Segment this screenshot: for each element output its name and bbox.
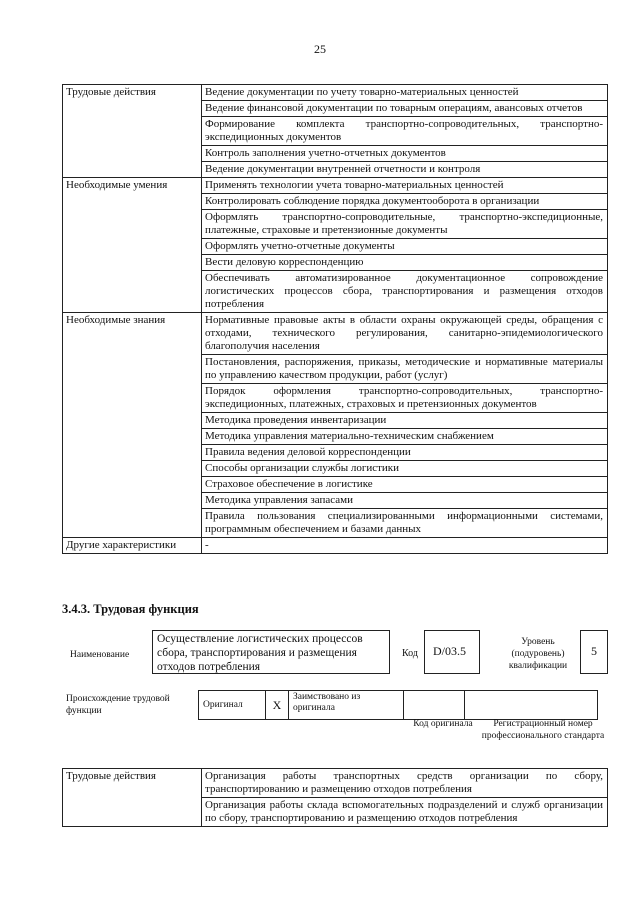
item-cell: Ведение документации внутренней отчетности и контроля [202, 162, 608, 178]
borrowed-label: Заимствовано из оригинала [289, 691, 404, 720]
item-cell: Способы организации службы логистики [202, 461, 608, 477]
origin-table [198, 690, 598, 720]
category-cell: Трудовые действия [63, 769, 202, 827]
category-cell: Необходимые знания [63, 313, 202, 538]
item-cell: Страховое обеспечение в логистике [202, 477, 608, 493]
category-cell: Другие характеристики [63, 538, 202, 554]
category-cell: Трудовые действия [63, 85, 202, 178]
item-cell: Ведение финансовой документации по товарным операциям, авансовых отчетов [202, 101, 608, 117]
labor-actions-table [62, 768, 608, 827]
item-cell: Вести деловую корреспонденцию [202, 255, 608, 271]
table-row [63, 85, 608, 101]
original-label: Оригинал [199, 691, 266, 720]
section-heading: 3.4.3. Трудовая функция [62, 602, 199, 616]
table-row [63, 769, 608, 798]
function-name-value: Осуществление логистических процессов сбора, транспортирования и размещения отходов потребления [152, 630, 390, 674]
item-cell: Правила ведения деловой корреспонденции [202, 445, 608, 461]
table-row [63, 178, 608, 194]
original-mark: X [266, 691, 289, 720]
page-number: 25 [314, 42, 326, 56]
qualification-level-label: Уровень (подуровень) квалификации [508, 637, 568, 671]
item-cell: Методика управления материально-техническим снабжением [202, 429, 608, 445]
item-cell: Правила пользования специализированными информационными системами, программным обеспечением и базами данных [202, 509, 608, 538]
item-cell: Оформлять транспортно-сопроводительные, транспортно-экспедиционные, платежные, страховые и претензионные документы [202, 210, 608, 239]
item-cell: Постановления, распоряжения, приказы, методические и нормативные материалы по управлению качеством продукции, работ (услуг) [202, 355, 608, 384]
labor-function-details-table [62, 84, 608, 554]
item-cell: Обеспечивать автоматизированное документационное сопровождение логистических процессов сбора, транспортирования и размещения отходов потребления [202, 271, 608, 313]
function-name-label: Наименование [70, 650, 130, 660]
reg-number-cell [465, 691, 598, 720]
item-cell: Контроль заполнения учетно-отчетных документов [202, 146, 608, 162]
qualification-level-value: 5 [580, 630, 608, 674]
original-code-label: Код оригинала [413, 719, 473, 729]
item-cell: Порядок оформления транспортно-сопроводительных, транспортно-экспедиционных, платежных, страховых и претензионных документов [202, 384, 608, 413]
category-cell: Необходимые умения [63, 178, 202, 313]
item-cell: Методика управления запасами [202, 493, 608, 509]
table-row [63, 538, 608, 554]
function-code-value: D/03.5 [424, 630, 480, 674]
table-body [63, 85, 608, 554]
item-cell: Контролировать соблюдение порядка документооборота в организации [202, 194, 608, 210]
reg-number-label: Регистрационный номер профессионального стандарта [481, 719, 605, 741]
item-cell: Применять технологии учета товарно-материальных ценностей [202, 178, 608, 194]
table-row [63, 313, 608, 355]
table-body [63, 769, 608, 827]
item-cell: Организация работы склада вспомогательных подразделений и служб организации по сбору, транспортированию и размещению отходов потребления [202, 798, 608, 827]
item-cell: Ведение документации по учету товарно-материальных ценностей [202, 85, 608, 101]
item-cell: Формирование комплекта транспортно-сопроводительных, транспортно-экспедиционных документов [202, 117, 608, 146]
origin-row [199, 691, 598, 720]
function-code-label: Код [402, 648, 418, 659]
item-cell: Нормативные правовые акты в области охраны окружающей среды, обращения с отходами, технического регулирования, санитарно-эпидемиологического благополучия населения [202, 313, 608, 355]
item-cell: Оформлять учетно-отчетные документы [202, 239, 608, 255]
item-cell: Методика проведения инвентаризации [202, 413, 608, 429]
item-cell: Организация работы транспортных средств организации по сбору, транспортированию и размещению отходов потребления [202, 769, 608, 798]
item-cell: - [202, 538, 608, 554]
original-code-cell [404, 691, 465, 720]
origin-label: Происхождение трудовой функции [66, 694, 170, 716]
